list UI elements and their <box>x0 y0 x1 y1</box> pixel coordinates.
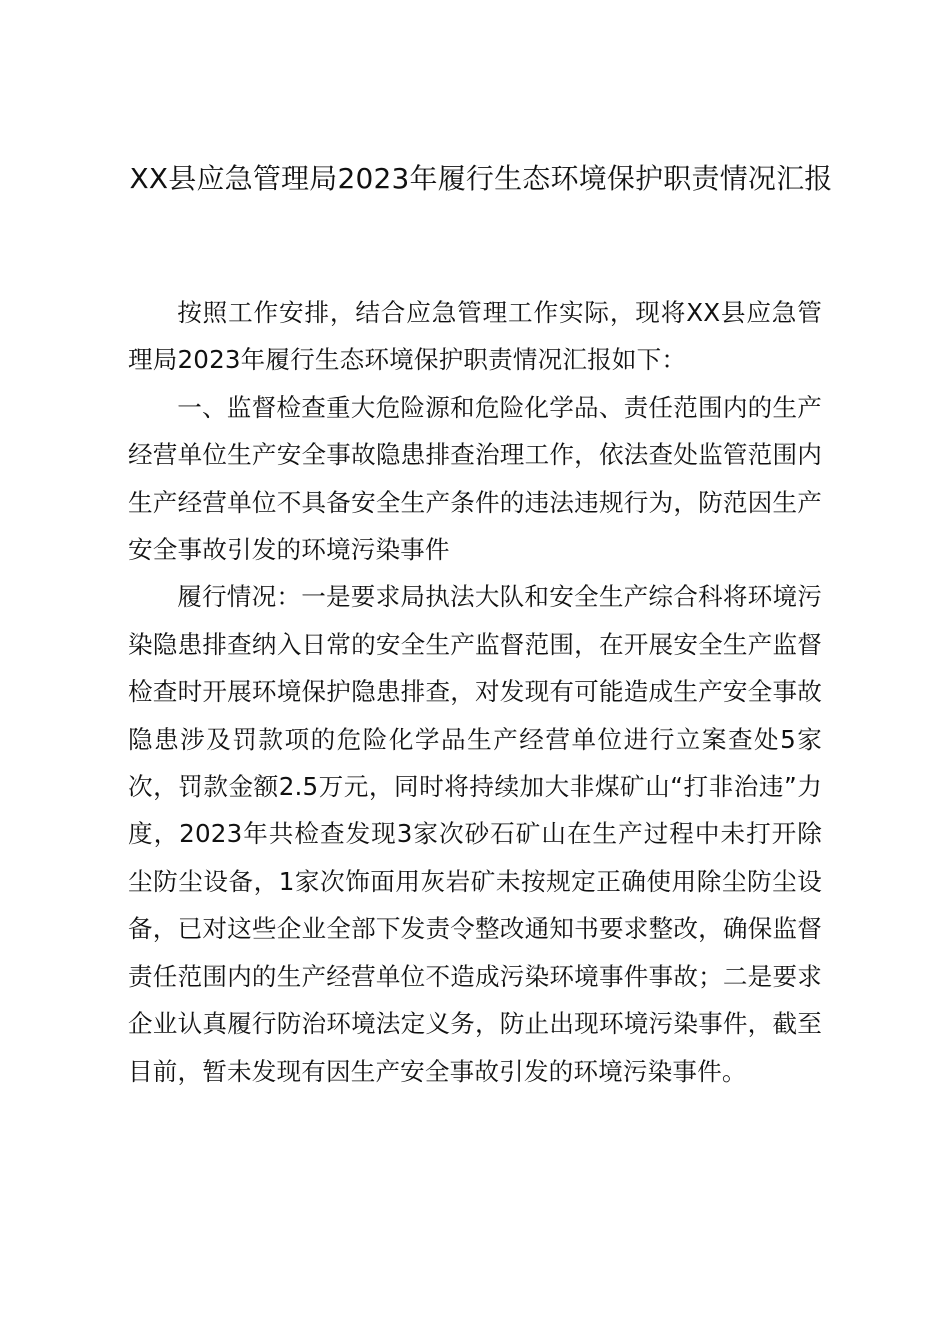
document-body <box>128 289 822 1095</box>
section-heading-paragraph: 一、监督检查重大危险源和危险化学品、责任范围内的生产经营单位生产安全事故隐患排查治理工作，依法查处监管范围内生产经营单位不具备安全生产条件的违法违规行为，防范因生产安全事故引发的环境污染事件 <box>128 392 822 565</box>
document-title: XX县应急管理局2023年履行生态环境保护职责情况汇报 <box>129 162 833 195</box>
performance-paragraph: 履行情况：一是要求局执法大队和安全生产综合科将环境污染隐患排查纳入日常的安全生产监督范围，在开展安全生产监督检查时开展环境保护隐患排查，对发现有可能造成生产安全事故隐患涉及罚款项的危险化学品生产经营单位进行立案查处5家次，罚款金额2.5万元，同时将持续加大非煤矿山“打非治违”力度，2023年共检查发现3家次砂石矿山在生产过程中未打开除尘防尘设备，1家次饰面用灰岩矿未按规定正确使用除尘防尘设备，已对这些企业全部下发责令整改通知书要求整改，确保监督责任范围内的生产经营单位不造成污染环境事件事故；二是要求企业认真履行防治环境法定义务，防止出现环境污染事件，截至目前，暂未发现有因生产安全事故引发的环境污染事件。 <box>128 582 822 1086</box>
intro-paragraph: 按照工作安排，结合应急管理工作实际，现将XX县应急管理局2023年履行生态环境保护职责情况汇报如下： <box>128 298 822 375</box>
